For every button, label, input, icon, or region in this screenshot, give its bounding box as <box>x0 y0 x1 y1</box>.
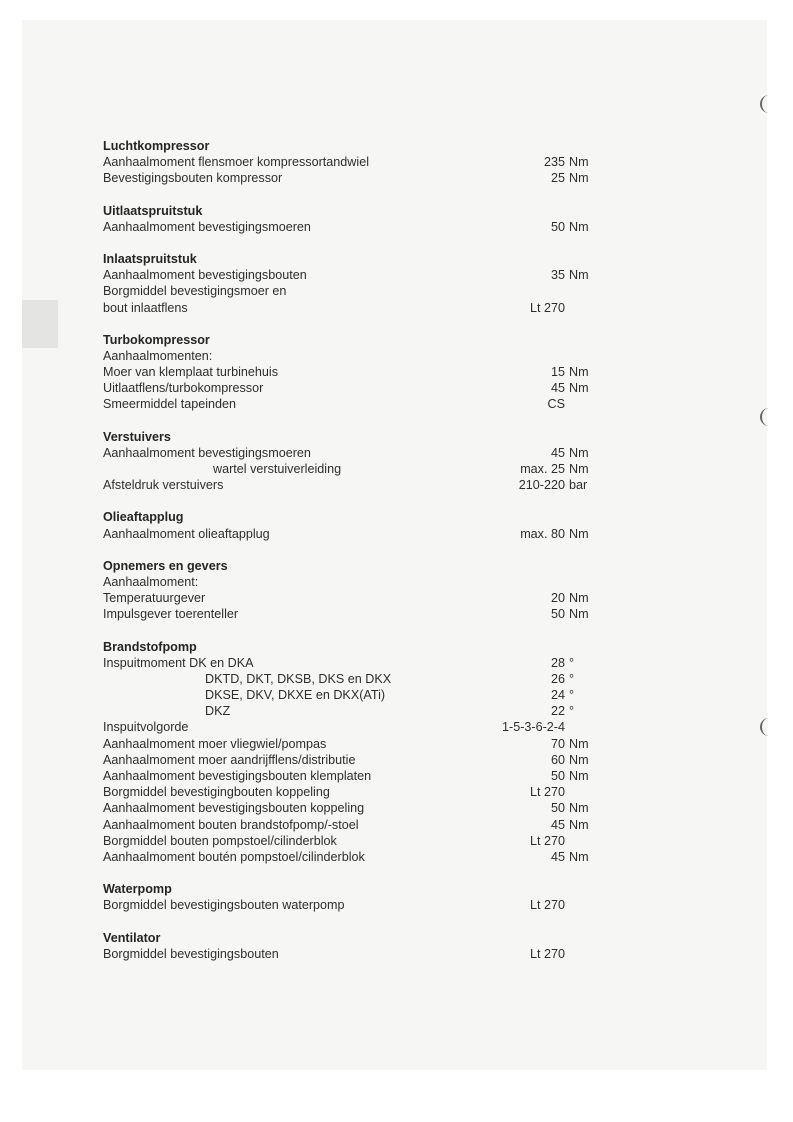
spec-value: max. 80 <box>520 526 565 541</box>
spec-row <box>103 606 623 622</box>
spec-value: Lt 270 <box>529 833 565 848</box>
binding-hole-mark <box>760 95 772 113</box>
section-title: Verstuivers <box>103 429 171 444</box>
spec-value: Lt 270 <box>529 300 565 315</box>
spec-row <box>103 380 623 396</box>
spec-label: Borgmiddel bevestigingbouten koppeling <box>103 785 330 800</box>
section-title: Uitlaatspruitstuk <box>103 203 203 218</box>
section-title: Brandstofpomp <box>103 639 197 654</box>
spec-row <box>103 300 623 316</box>
spec-unit: Nm <box>569 591 589 606</box>
spec-row <box>103 817 623 833</box>
spec-row <box>103 719 623 735</box>
spec-unit: Nm <box>569 155 589 170</box>
spec-row <box>103 752 623 768</box>
spec-unit: bar <box>569 478 588 493</box>
spec-row <box>103 267 623 283</box>
spec-section <box>103 930 623 962</box>
spec-value: 35 <box>550 268 565 283</box>
spec-row <box>103 833 623 849</box>
spec-row <box>103 736 623 752</box>
spec-row <box>103 219 623 235</box>
spec-row <box>103 396 623 412</box>
spec-value: 22 <box>550 704 565 719</box>
spec-value: 26 <box>550 671 565 686</box>
spec-value: 70 <box>550 736 565 751</box>
spec-unit: ° <box>569 704 575 719</box>
spec-unit: Nm <box>569 526 589 541</box>
spec-label: Borgmiddel bouten pompstoel/cilinderblok <box>103 833 337 848</box>
spec-unit: Nm <box>569 769 589 783</box>
spec-label: Aanhaalmoment bevestigingsbouten <box>103 268 307 283</box>
spec-row <box>103 283 623 299</box>
spec-value: 28 <box>550 655 565 670</box>
spec-section <box>103 881 623 913</box>
spec-value: Lt 270 <box>529 785 565 800</box>
page-tab-marker <box>22 300 58 348</box>
spec-value: 50 <box>550 607 565 622</box>
spec-label: Temperatuurgever <box>103 591 206 606</box>
spec-label: Aanhaalmoment bevestigingsbouten klemplaten <box>103 769 372 783</box>
spec-label: Moer van klemplaat turbinehuis <box>103 365 279 380</box>
spec-unit: Nm <box>569 365 589 380</box>
spec-unit: Nm <box>569 817 589 832</box>
spec-section <box>103 558 623 623</box>
spec-value: 235 <box>543 155 565 170</box>
spec-value: 210-220 <box>518 478 565 493</box>
spec-unit: Nm <box>569 219 589 234</box>
spec-label: Borgmiddel bevestigingsbouten waterpomp <box>103 898 345 913</box>
spec-label: Aanhaalmoment flensmoer kompressortandwiel <box>103 155 369 170</box>
spec-value: Lt 270 <box>529 898 565 913</box>
spec-value: 1-5-3-6-2-4 <box>502 720 565 735</box>
section-title: Opnemers en gevers <box>103 558 228 573</box>
spec-label: Inspuitmoment DK en DKA <box>103 655 254 670</box>
spec-value: 20 <box>550 591 565 606</box>
spec-value: 45 <box>550 381 565 396</box>
spec-row <box>103 849 623 865</box>
spec-unit: Nm <box>569 801 589 816</box>
spec-section <box>103 332 623 413</box>
spec-row <box>103 687 623 703</box>
spec-label: wartel verstuiverleiding <box>213 462 342 476</box>
spec-row <box>103 768 623 784</box>
spec-unit: Nm <box>569 462 589 476</box>
spec-label: Aanhaalmoment: <box>103 574 199 589</box>
spec-label: bout inlaatflens <box>103 300 188 315</box>
spec-row <box>103 703 623 719</box>
spec-label: Inspuitvolgorde <box>103 720 189 735</box>
spec-section <box>103 251 623 316</box>
spec-row <box>103 784 623 800</box>
spec-label: DKTD, DKT, DKSB, DKS en DKX <box>205 671 392 686</box>
spec-unit: Nm <box>569 736 589 751</box>
spec-section <box>103 138 623 187</box>
spec-label: Afsteldruk verstuivers <box>103 478 224 493</box>
spec-unit: Nm <box>569 849 589 864</box>
spec-row <box>103 590 623 606</box>
spec-row <box>103 461 623 477</box>
spec-value: 60 <box>550 752 565 767</box>
spec-row <box>103 946 623 962</box>
spec-unit: Nm <box>569 268 589 283</box>
section-title: Inlaatspruitstuk <box>103 251 197 266</box>
spec-row <box>103 800 623 816</box>
spec-value: Lt 270 <box>529 946 565 961</box>
spec-label: Borgmiddel bevestigingsmoer en <box>103 284 287 299</box>
spec-value: 45 <box>550 817 565 832</box>
spec-value: 15 <box>550 365 565 380</box>
section-title: Waterpomp <box>103 882 172 897</box>
spec-row <box>103 445 623 461</box>
spec-label: Aanhaalmoment bevestigingsbouten koppeling <box>103 801 365 816</box>
spec-unit: ° <box>569 655 575 670</box>
spec-row <box>103 574 623 590</box>
specification-list <box>103 138 623 978</box>
spec-row <box>103 477 623 493</box>
spec-unit: ° <box>569 688 575 703</box>
spec-label: Uitlaatflens/turbokompressor <box>103 381 264 396</box>
section-title: Turbokompressor <box>103 332 210 347</box>
spec-label: Bevestigingsbouten kompressor <box>103 171 283 186</box>
spec-row <box>103 897 623 913</box>
spec-label: Aanhaalmoment moer vliegwiel/pompas <box>103 736 327 751</box>
spec-label: Aanhaalmoment boutén pompstoel/cilinderblok <box>103 849 365 864</box>
spec-section <box>103 509 623 541</box>
spec-label: DKZ <box>205 704 231 719</box>
spec-row <box>103 364 623 380</box>
spec-value: 45 <box>550 445 565 460</box>
spec-value: CS <box>547 397 565 412</box>
spec-value: 50 <box>550 769 565 783</box>
spec-label: Aanhaalmoment bevestigingsmoeren <box>103 219 311 234</box>
spec-label: Aanhaalmoment bouten brandstofpomp/-stoel <box>103 817 359 832</box>
spec-section <box>103 639 623 866</box>
section-title: Luchtkompressor <box>103 139 210 153</box>
spec-label: Aanhaalmoment olieaftapplug <box>103 526 270 541</box>
spec-section <box>103 429 623 494</box>
spec-value: 50 <box>550 219 565 234</box>
spec-unit: Nm <box>569 607 589 622</box>
binding-hole-mark <box>760 718 772 736</box>
spec-label: Aanhaalmoment moer aandrijfflens/distributie <box>103 752 356 767</box>
spec-value: max. 25 <box>520 462 565 476</box>
spec-label: Impulsgever toerenteller <box>103 607 239 622</box>
spec-unit: ° <box>569 671 575 686</box>
spec-value: 25 <box>550 171 565 186</box>
spec-row <box>103 655 623 671</box>
spec-value: 45 <box>550 849 565 864</box>
spec-label: Aanhaalmomenten: <box>103 348 213 363</box>
spec-label: DKSE, DKV, DKXE en DKX(ATi) <box>205 688 386 703</box>
spec-row <box>103 170 623 186</box>
spec-unit: Nm <box>569 752 589 767</box>
section-title: Ventilator <box>103 930 161 945</box>
spec-unit: Nm <box>569 381 589 396</box>
spec-value: 50 <box>550 801 565 816</box>
spec-value: 24 <box>550 688 565 703</box>
spec-row <box>103 154 623 170</box>
section-title: Olieaftapplug <box>103 510 184 525</box>
binding-hole-mark <box>760 408 772 426</box>
spec-label: Borgmiddel bevestigingsbouten <box>103 946 279 961</box>
spec-row <box>103 348 623 364</box>
spec-unit: Nm <box>569 445 589 460</box>
spec-unit: Nm <box>569 171 589 186</box>
spec-row <box>103 671 623 687</box>
spec-label: Smeermiddel tapeinden <box>103 397 237 412</box>
spec-row <box>103 526 623 542</box>
spec-section <box>103 203 623 235</box>
spec-label: Aanhaalmoment bevestigingsmoeren <box>103 445 311 460</box>
